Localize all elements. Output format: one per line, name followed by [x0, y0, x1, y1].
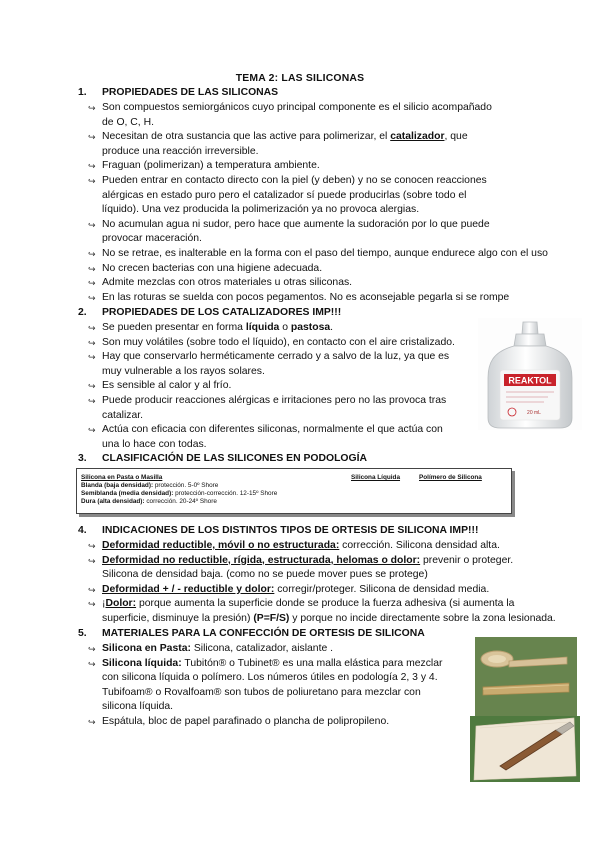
spatula-icon	[470, 716, 580, 782]
section-1-heading: 1. PROPIEDADES DE LAS SILICONAS	[78, 87, 279, 98]
bottle-icon	[478, 318, 582, 430]
list-item: ↪ ¡Dolor: porque aumenta la superficie donde se produce la fuerza adhesiva (si aumenta la superficie, disminuye la presión) (P=F/S) y porque no incide directamente sobre la zona lesionada.	[88, 598, 556, 624]
arrow-bullet-icon: ↪	[88, 555, 96, 566]
list-item: ↪ No se retrae, es inalterable en la forma con el paso del tiempo, aunque endurece algo con el uso	[84, 247, 594, 262]
table-row: Dura (alta densidad): corrección. 20-24º Shore	[81, 498, 217, 505]
list-item: ↪ Admite mezclas con otros materiales u otras siliconas.	[84, 276, 594, 291]
list-item: ↪ Deformidad + / - reductible y dolor: corregir/proteger. Silicona de densidad media.	[84, 583, 596, 598]
arrow-bullet-icon: ↪	[88, 103, 96, 113]
section-2-heading: 2. PROPIEDADES DE LOS CATALIZADORES IMP!!!	[78, 307, 342, 318]
section-5-heading: 5. MATERIALES PARA LA CONFECCIÓN DE ORTESIS DE SILICONA	[78, 628, 425, 639]
arrow-bullet-icon: ↪	[88, 381, 96, 392]
list-item: ↪ Se pueden presentar en forma líquida o pastosa.	[84, 321, 484, 336]
arrow-bullet-icon: ↪	[88, 248, 96, 259]
section-3-heading: 3. CLASIFICACIÓN DE LAS SILICONES EN PODOLOGÍA	[78, 453, 367, 464]
arrow-bullet-icon: ↪	[88, 716, 96, 727]
arrow-bullet-icon: ↪	[88, 278, 96, 289]
list-item: ↪ No crecen bacterias con una higiene adecuada.	[84, 262, 594, 277]
table-row: Blanda (baja densidad): protección. 5-0º Shore	[81, 482, 219, 489]
list-item: ↪ Espátula, bloc de papel parafinado o plancha de polipropileno.	[84, 715, 474, 730]
list-item: ↪ Pueden entrar en contacto directo con la piel (y deben) y no se conocen reacciones alérgicas en estado puro pero el catalizador sí puede producirlas (sobre todo el líquido). Una vez producida la polimerización ya no provoca alergias.	[88, 174, 487, 216]
arrow-bullet-icon: ↪	[88, 161, 96, 172]
tubular-mesh-icon	[475, 637, 577, 717]
section-2-list	[84, 321, 484, 452]
list-item: ↪ Deformidad no reductible, rígida, estructurada, helomas o dolor: prevenir o proteger. Silicona de densidad baja. (como no se puede mover pues se protege)	[88, 554, 514, 581]
arrow-bullet-icon: ↪	[88, 175, 96, 186]
arrow-bullet-icon: ↪	[88, 395, 96, 406]
silicone-classification-table	[76, 468, 512, 514]
list-item: ↪ Silicona en Pasta: Silicona, catalizador, aislante .	[84, 642, 474, 657]
arrow-bullet-icon: ↪	[88, 541, 96, 551]
arrow-bullet-icon: ↪	[88, 584, 96, 595]
arrow-bullet-icon: ↪	[88, 352, 96, 363]
list-item: ↪ Actúa con eficacia con diferentes siliconas, normalmente el que actúa con una lo hace con todas.	[88, 424, 443, 450]
list-item: ↪ Necesitan de otra sustancia que las active para polimerizar, el catalizador, que produce una reacción irreversible.	[88, 131, 468, 157]
list-item: ↪ No acumulan agua ni sudor, pero hace que aumente la sudoración por lo que puede provocar maceración.	[88, 218, 490, 245]
svg-text:20 mL: 20 mL	[527, 410, 541, 416]
list-item: ↪ Hay que conservarlo herméticamente cerrado y a salvo de la luz, ya que es muy vulnerable a los rayos solares.	[88, 351, 450, 377]
arrow-bullet-icon: ↪	[88, 263, 96, 274]
section-1-list	[84, 101, 594, 305]
table-header: Silicona Líquida	[351, 474, 401, 481]
table-row: Semiblanda (media densidad): protección-corrección. 12-15º Shore	[81, 490, 278, 497]
arrow-bullet-icon: ↪	[88, 337, 96, 348]
arrow-bullet-icon: ↪	[88, 132, 96, 143]
arrow-bullet-icon: ↪	[88, 292, 96, 303]
list-item: ↪ Deformidad reductible, móvil o no estructurada: corrección. Silicona densidad alta.	[84, 539, 596, 554]
arrow-bullet-icon: ↪	[88, 658, 96, 669]
section-4-heading: 4. INDICACIONES DE LOS DISTINTOS TIPOS DE ORTESIS DE SILICONA IMP!!!	[78, 525, 479, 536]
list-item: ↪ En las roturas se suelda con pocos pegamentos. No es aconsejable pegarla si se rompe	[84, 291, 594, 306]
catalyst-bottle-image	[478, 318, 582, 430]
list-item: ↪ Fraguan (polimerizan) a temperatura ambiente.	[84, 159, 594, 174]
arrow-bullet-icon: ↪	[88, 219, 96, 230]
arrow-bullet-icon: ↪	[88, 644, 96, 654]
table-header: Polímero de Silicona	[419, 474, 482, 481]
tubular-materials-photo	[475, 637, 577, 717]
list-item: ↪ Son muy volátiles (sobre todo el líquido), en contacto con el aire cristalizado.	[84, 336, 484, 351]
table-header: Silicona en Pasta o Masilla	[81, 474, 163, 481]
section-4-list	[84, 539, 596, 627]
arrow-bullet-icon: ↪	[88, 425, 96, 436]
list-item: ↪ Puede producir reacciones alérgicas e irritaciones pero no las provoca tras catalizar.	[88, 394, 447, 421]
list-item: ↪ Silicona líquida: Tubitón® o Tubinet® es una malla elástica para mezclar con silicona líquida o polímero. Los números útiles en podología 2, 3 y 4. Tubifoam® o Rovalfoam® son tubos de poliuretano para mezclar con silicona líquida.	[88, 657, 443, 713]
arrow-bullet-icon: ↪	[88, 599, 96, 610]
list-item: ↪ Es sensible al calor y al frío.	[84, 379, 484, 394]
spatula-paper-photo	[470, 716, 580, 782]
svg-text:REAKTOL: REAKTOL	[508, 375, 552, 386]
section-5-list	[84, 642, 474, 730]
page-title: TEMA 2: LAS SILICONAS	[235, 73, 365, 84]
list-item: ↪ Son compuestos semiorgánicos cuyo principal componente es el silicio acompañado de O, C, H.	[88, 102, 492, 128]
arrow-bullet-icon: ↪	[88, 323, 96, 333]
